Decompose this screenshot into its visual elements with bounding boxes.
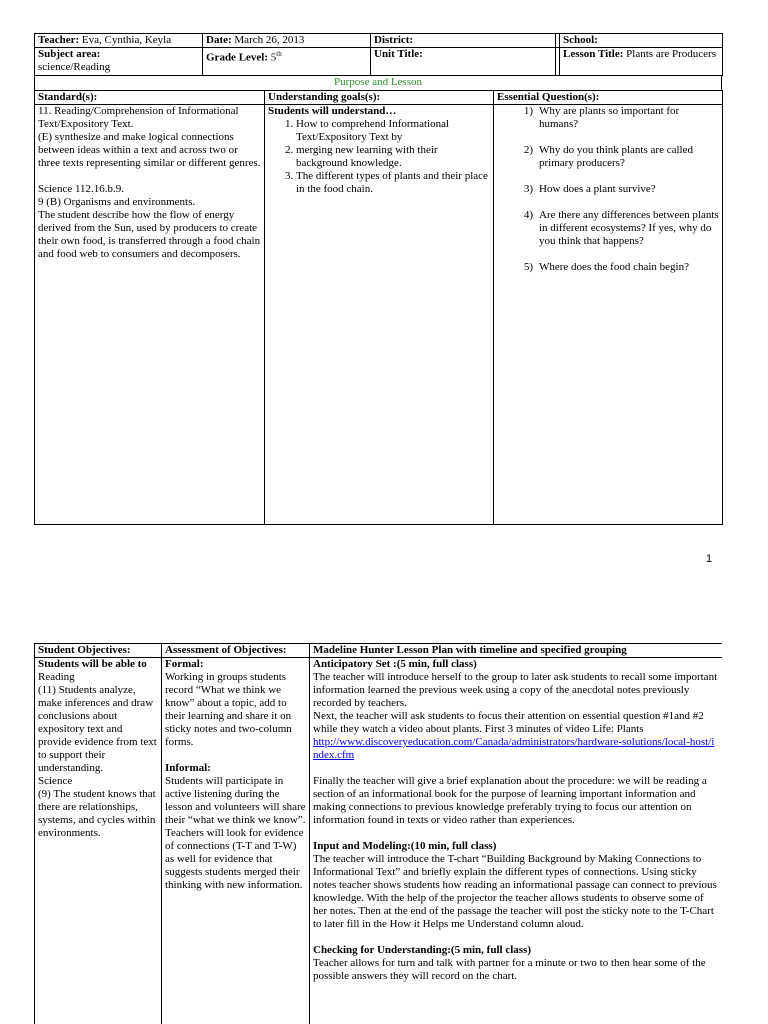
input-heading: Input and Modeling:(10 min, full class) bbox=[313, 840, 497, 852]
standards-line: The student describe how the flow of energy derived from the Sun, used by producers to create their own food, is transferred through a food chain and food web to consumers and decomposers. bbox=[38, 209, 261, 260]
standards-line: (E) synthesize and make logical connections between ideas within a text and across two or three texts representing similar or different genres. bbox=[38, 131, 261, 169]
page2-lesson-plan-table bbox=[34, 643, 722, 1024]
understanding-item: 1. How to comprehend Informational Text/Expository Text by bbox=[296, 118, 490, 144]
checking-heading: Checking for Understanding:(5 min, full class) bbox=[313, 944, 531, 956]
teacher-cell: Teacher: Eva, Cynthia, Keyla bbox=[35, 34, 203, 48]
video-link[interactable]: http://www.discoveryeducation.com/Canada/administrators/hardware-solutions/local-host/index.cfm bbox=[313, 736, 715, 761]
objectives-line: (11) Students analyze, make inferences and draw conclusions about expository text and provide evidence from text to support their understanding. bbox=[38, 684, 157, 774]
objectives-cell bbox=[35, 658, 162, 1024]
anticipatory-paragraph: The teacher will introduce herself to the group to later ask students to recall some important information learned the previous week using a copy of the anecdotal notes previously recorded by teachers. bbox=[313, 671, 718, 709]
formal-label: Formal: bbox=[165, 658, 204, 670]
essential-question: 3) How does a plant survive? bbox=[523, 183, 656, 195]
school-cell: School: bbox=[560, 34, 723, 48]
header-row-2 bbox=[35, 48, 723, 76]
assessment-heading: Assessment of Objectives: bbox=[162, 644, 310, 658]
understanding-cell bbox=[265, 105, 494, 525]
checking-paragraph: Teacher allows for turn and talk with partner for a minute or two to then hear some of the possible answers they will record on the chart. bbox=[313, 957, 706, 982]
section-title: Purpose and Lesson bbox=[34, 76, 722, 90]
essential-question: 4) Are there any differences between plants in different ecosystems? If yes, why do you think that happens? bbox=[523, 209, 719, 247]
assessment-cell bbox=[162, 658, 310, 1024]
essential-question: 1) Why are plants so important for humans? bbox=[523, 105, 680, 130]
standards-line: 11. Reading/Comprehension of Informational Text/Expository Text. bbox=[38, 105, 239, 130]
objectives-line: (9) The student knows that there are relationships, systems, and cycles within environments. bbox=[38, 788, 156, 839]
essential-heading: Essential Question(s): bbox=[497, 91, 600, 103]
page-number: 1 bbox=[706, 553, 713, 565]
date-cell: Date: March 26, 2013 bbox=[203, 34, 371, 48]
subject-cell: Subject area: science/Reading bbox=[35, 48, 203, 76]
objectives-heading: Student Objectives: bbox=[35, 644, 162, 658]
objectives-line: Reading bbox=[38, 671, 75, 683]
objectives-intro: Students will be able to bbox=[38, 658, 147, 670]
standards-heading: Standard(s): bbox=[35, 91, 265, 105]
standards-cell bbox=[35, 105, 265, 525]
understanding-item: 3. The different types of plants and their place in the food chain. bbox=[296, 170, 490, 196]
header-row-1 bbox=[35, 34, 723, 48]
understanding-heading: Understanding goals(s): bbox=[265, 91, 494, 105]
lesson-title-cell: Lesson Title: Plants are Producers bbox=[560, 48, 723, 76]
informal-text: Students will participate in active listening during the lesson and volunteers will share their “what we think we know”. bbox=[165, 775, 306, 826]
understanding-list bbox=[268, 118, 490, 196]
standards-line: Science 112.16.b.9. bbox=[38, 183, 125, 195]
objectives-line: Science bbox=[38, 775, 73, 787]
unit-cell: Unit Title: bbox=[371, 48, 556, 76]
anticipatory-paragraph: Finally the teacher will give a brief explanation about the procedure: we will be reading a section of an informational book for the purpose of learning important information and making connections to previous knowledge preferably trying to focus our attention on information found in texts or video rather than experiences. bbox=[313, 775, 707, 826]
formal-text: Working in groups students record “What we think we know” about a topic, add to their learning and share it on sticky notes and two-column forms. bbox=[165, 671, 292, 748]
district-cell: District: bbox=[371, 34, 556, 48]
anticipatory-heading: Anticipatory Set :(5 min, full class) bbox=[313, 658, 477, 670]
informal-label: Informal: bbox=[165, 762, 211, 774]
grade-cell: Grade Level: 5th bbox=[203, 48, 371, 76]
essential-cell bbox=[494, 105, 723, 525]
anticipatory-paragraph: Next, the teacher will ask students to focus their attention on essential question #1and #2 while they watch a video about plants. First 3 minutes of video Life: Plants bbox=[313, 710, 704, 735]
lesson-plan-heading: Madeline Hunter Lesson Plan with timeline and specified grouping bbox=[313, 644, 627, 656]
informal-text: Teachers will look for evidence of connections (T-T and T-W) as well for evidence that suggests students merged their thinking with new information. bbox=[165, 827, 304, 891]
essential-question: 2) Why do you think plants are called primary producers? bbox=[523, 144, 693, 169]
lesson-plan-cell bbox=[310, 658, 723, 1024]
standards-line: 9 (B) Organisms and environments. bbox=[38, 196, 196, 208]
page1-lesson-table bbox=[34, 33, 722, 525]
input-paragraph: The teacher will introduce the T-chart “Building Background by Making Connections to Informational Text” and briefly explain the different types of connections. Using sticky notes teacher shows students how reading an informational passage can connect to previous knowledge. With the help of the projector the teacher allows students to observe some of her notes. Then at the end of the passage the teacher will post the sticky note to the T-Chart to later fill in the How it Helps me Understand column aloud. bbox=[313, 853, 717, 930]
essential-question-list bbox=[497, 105, 719, 274]
understanding-item: 2. merging new learning with their background knowledge. bbox=[296, 144, 490, 170]
essential-question: 5) Where does the food chain begin? bbox=[523, 261, 689, 273]
understanding-intro: Students will understand… bbox=[268, 105, 397, 117]
